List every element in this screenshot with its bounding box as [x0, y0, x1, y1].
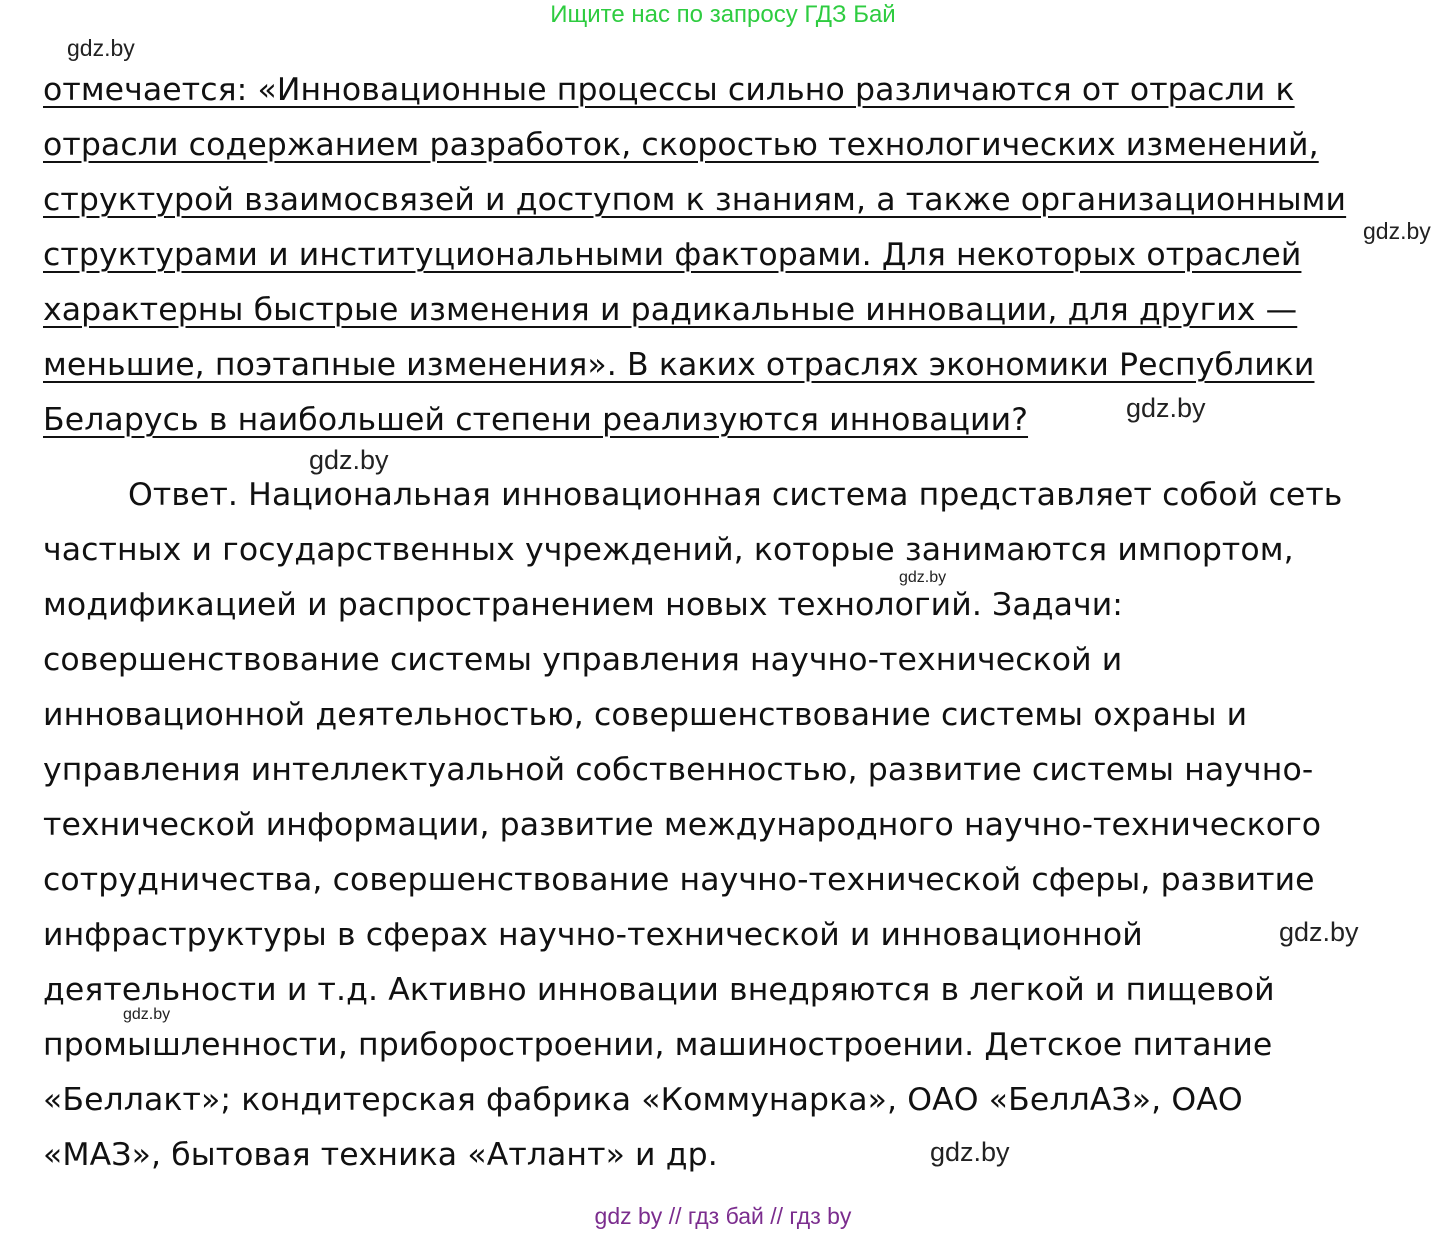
answer-line: управления интеллектуальной собственностью, развитие системы научно- — [43, 752, 1314, 788]
watermark: gdz.by — [1363, 218, 1431, 244]
search-hint-banner: Ищите нас по запросу ГДЗ Бай — [550, 1, 896, 28]
answer-line: технической информации, развитие международного научно-технического — [43, 807, 1322, 843]
answer-line: инфраструктуры в сферах научно-технической и инновационной — [43, 917, 1143, 953]
watermark: gdz.by — [899, 569, 947, 586]
question-line: Беларусь в наибольшей степени реализуются инновации? — [43, 402, 1029, 438]
answer-line: деятельности и т.д. Активно инновации внедряются в легкой и пищевой — [43, 972, 1275, 1008]
answer-line: инновационной деятельностью, совершенствование системы охраны и — [43, 697, 1248, 733]
watermark: gdz.by — [67, 35, 135, 61]
watermark: gdz.by — [123, 1006, 171, 1023]
watermark: gdz.by — [309, 445, 389, 475]
question-line: структурой взаимосвязей и доступом к знаниям, а также организационными — [43, 182, 1347, 218]
answer-line: «МАЗ», бытовая техника «Атлант» и др. — [43, 1137, 718, 1173]
question-line: отрасли содержанием разработок, скоростью технологических изменений, — [43, 127, 1319, 163]
answer-line: сотрудничества, совершенствование научно-технической сферы, развитие — [43, 862, 1315, 898]
question-line: отмечается: «Инновационные процессы сильно различаются от отрасли к — [43, 72, 1295, 108]
answer-line: Ответ. Национальная инновационная система представляет собой сеть — [128, 477, 1343, 513]
watermark: gdz.by — [1126, 393, 1206, 423]
question-line: характерны быстрые изменения и радикальные инновации, для других — — [43, 292, 1298, 328]
answer-line: промышленности, приборостроении, машиностроении. Детское питание — [43, 1027, 1273, 1063]
answer-line: модификацией и распространением новых технологий. Задачи: — [43, 587, 1124, 623]
watermark: gdz.by — [930, 1137, 1010, 1167]
watermark: gdz.by — [1279, 917, 1359, 947]
question-line: меньшие, поэтапные изменения». В каких отраслях экономики Республики — [43, 347, 1315, 383]
answer-line: совершенствование системы управления научно-технической и — [43, 642, 1123, 678]
answer-line: «Беллакт»; кондитерская фабрика «Коммунарка», ОАО «БеллАЗ», ОАО — [43, 1082, 1243, 1118]
footer-links[interactable]: gdz by // гдз бай // гдз by — [594, 1203, 852, 1229]
answer-line: частных и государственных учреждений, которые занимаются импортом, — [43, 532, 1294, 568]
answer-text — [43, 468, 1438, 1183]
question-line: структурами и институциональными факторами. Для некоторых отраслей — [43, 237, 1302, 273]
question-text — [43, 63, 1438, 448]
